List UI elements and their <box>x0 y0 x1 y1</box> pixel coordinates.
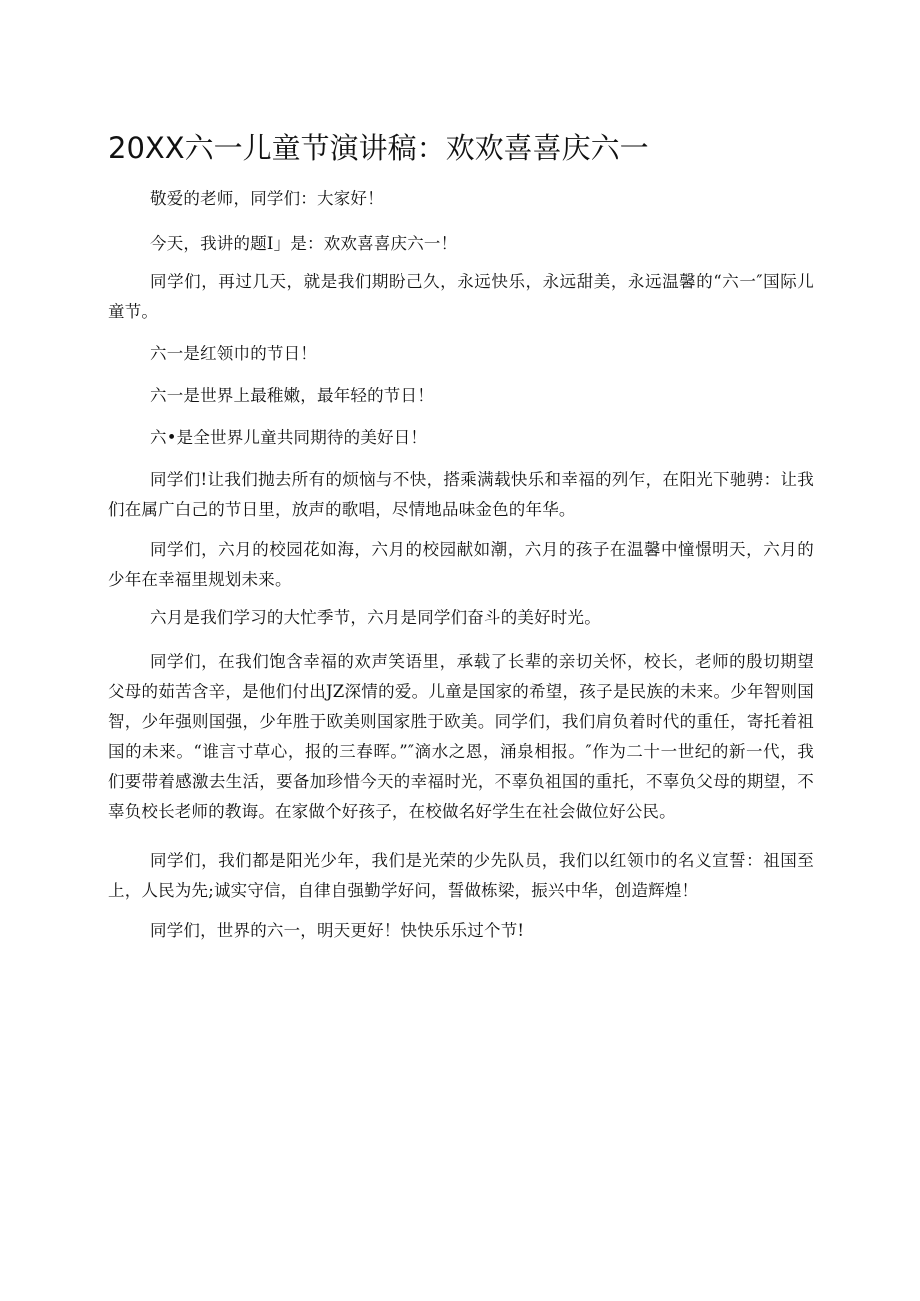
paragraph-youngest-day: 六一是世界上最稚嫩，最年轻的节日！ <box>150 386 434 405</box>
paragraph-topic: 今天，我讲的题I」是：欢欢喜喜庆六一！ <box>150 234 458 253</box>
paragraph-let-us: 同学们!让我们抛去所有的烦恼与不快，搭乘满载快乐和幸福的列乍，在阳光下驰骋：让我们在属广白己的节日里，放声的歌唱，尽情地品味金色的年华。 <box>108 470 814 519</box>
paragraph-june-season: 六月是我们学习的大忙季节，六月是同学们奋斗的美好时光。 <box>150 608 601 627</box>
paragraph-june-campus: 同学们，六月的校园花如海，六月的校园献如潮，六月的孩子在温馨中憧憬明天，六月的少年在幸福里规划未来。 <box>108 540 814 589</box>
paragraph-world-children-day: 六•是全世界儿童共同期待的美好日！ <box>150 428 428 447</box>
paragraph-gratitude: 同学们，在我们饱含幸福的欢声笑语里，承载了长辈的亲切关怀，校长，老师的殷切期望父母的茹苦含辛，是他们付出JZ深情的爱。儿童是国家的希望，孩子是民族的未来。少年智则国智，少年强则国强，少年胜于欧美则国家胜于欧美。同学们，我们肩负着时代的重任，寄托着祖国的未来。“谁言寸草心，报的三春晖。”″滴水之恩，涌泉相报。″作为二十一世纪的新一代，我们要带着感激去生活，要备加珍惜今天的幸福时光，不辜负祖国的重托，不辜负父母的期望，不辜负校长老师的教诲。在家做个好孩子，在校做名好学生在社会做位好公民。 <box>108 652 814 821</box>
paragraph-closing: 同学们，世界的六一，明天更好！快快乐乐过个节! <box>150 921 525 940</box>
paragraph-intro: 同学们，再过几天，就是我们期盼己久，永远快乐，永远甜美，永远温馨的“六一″国际儿童节。 <box>108 272 814 321</box>
paragraph-greeting: 敬爱的老师，同学们：大家好！ <box>150 189 384 208</box>
paragraph-red-scarf-day: 六一是红领巾的节日！ <box>150 344 317 363</box>
document-title: 20XX六一儿童节演讲稿：欢欢喜喜庆六一 <box>108 131 649 166</box>
paragraph-pledge: 同学们，我们都是阳光少年，我们是光荣的少先队员，我们以红领巾的名义宣誓：祖国至上，人民为先;诚实守信，自律自强勤学好问，誓做栋梁，振兴中华，创造辉煌！ <box>108 851 814 900</box>
